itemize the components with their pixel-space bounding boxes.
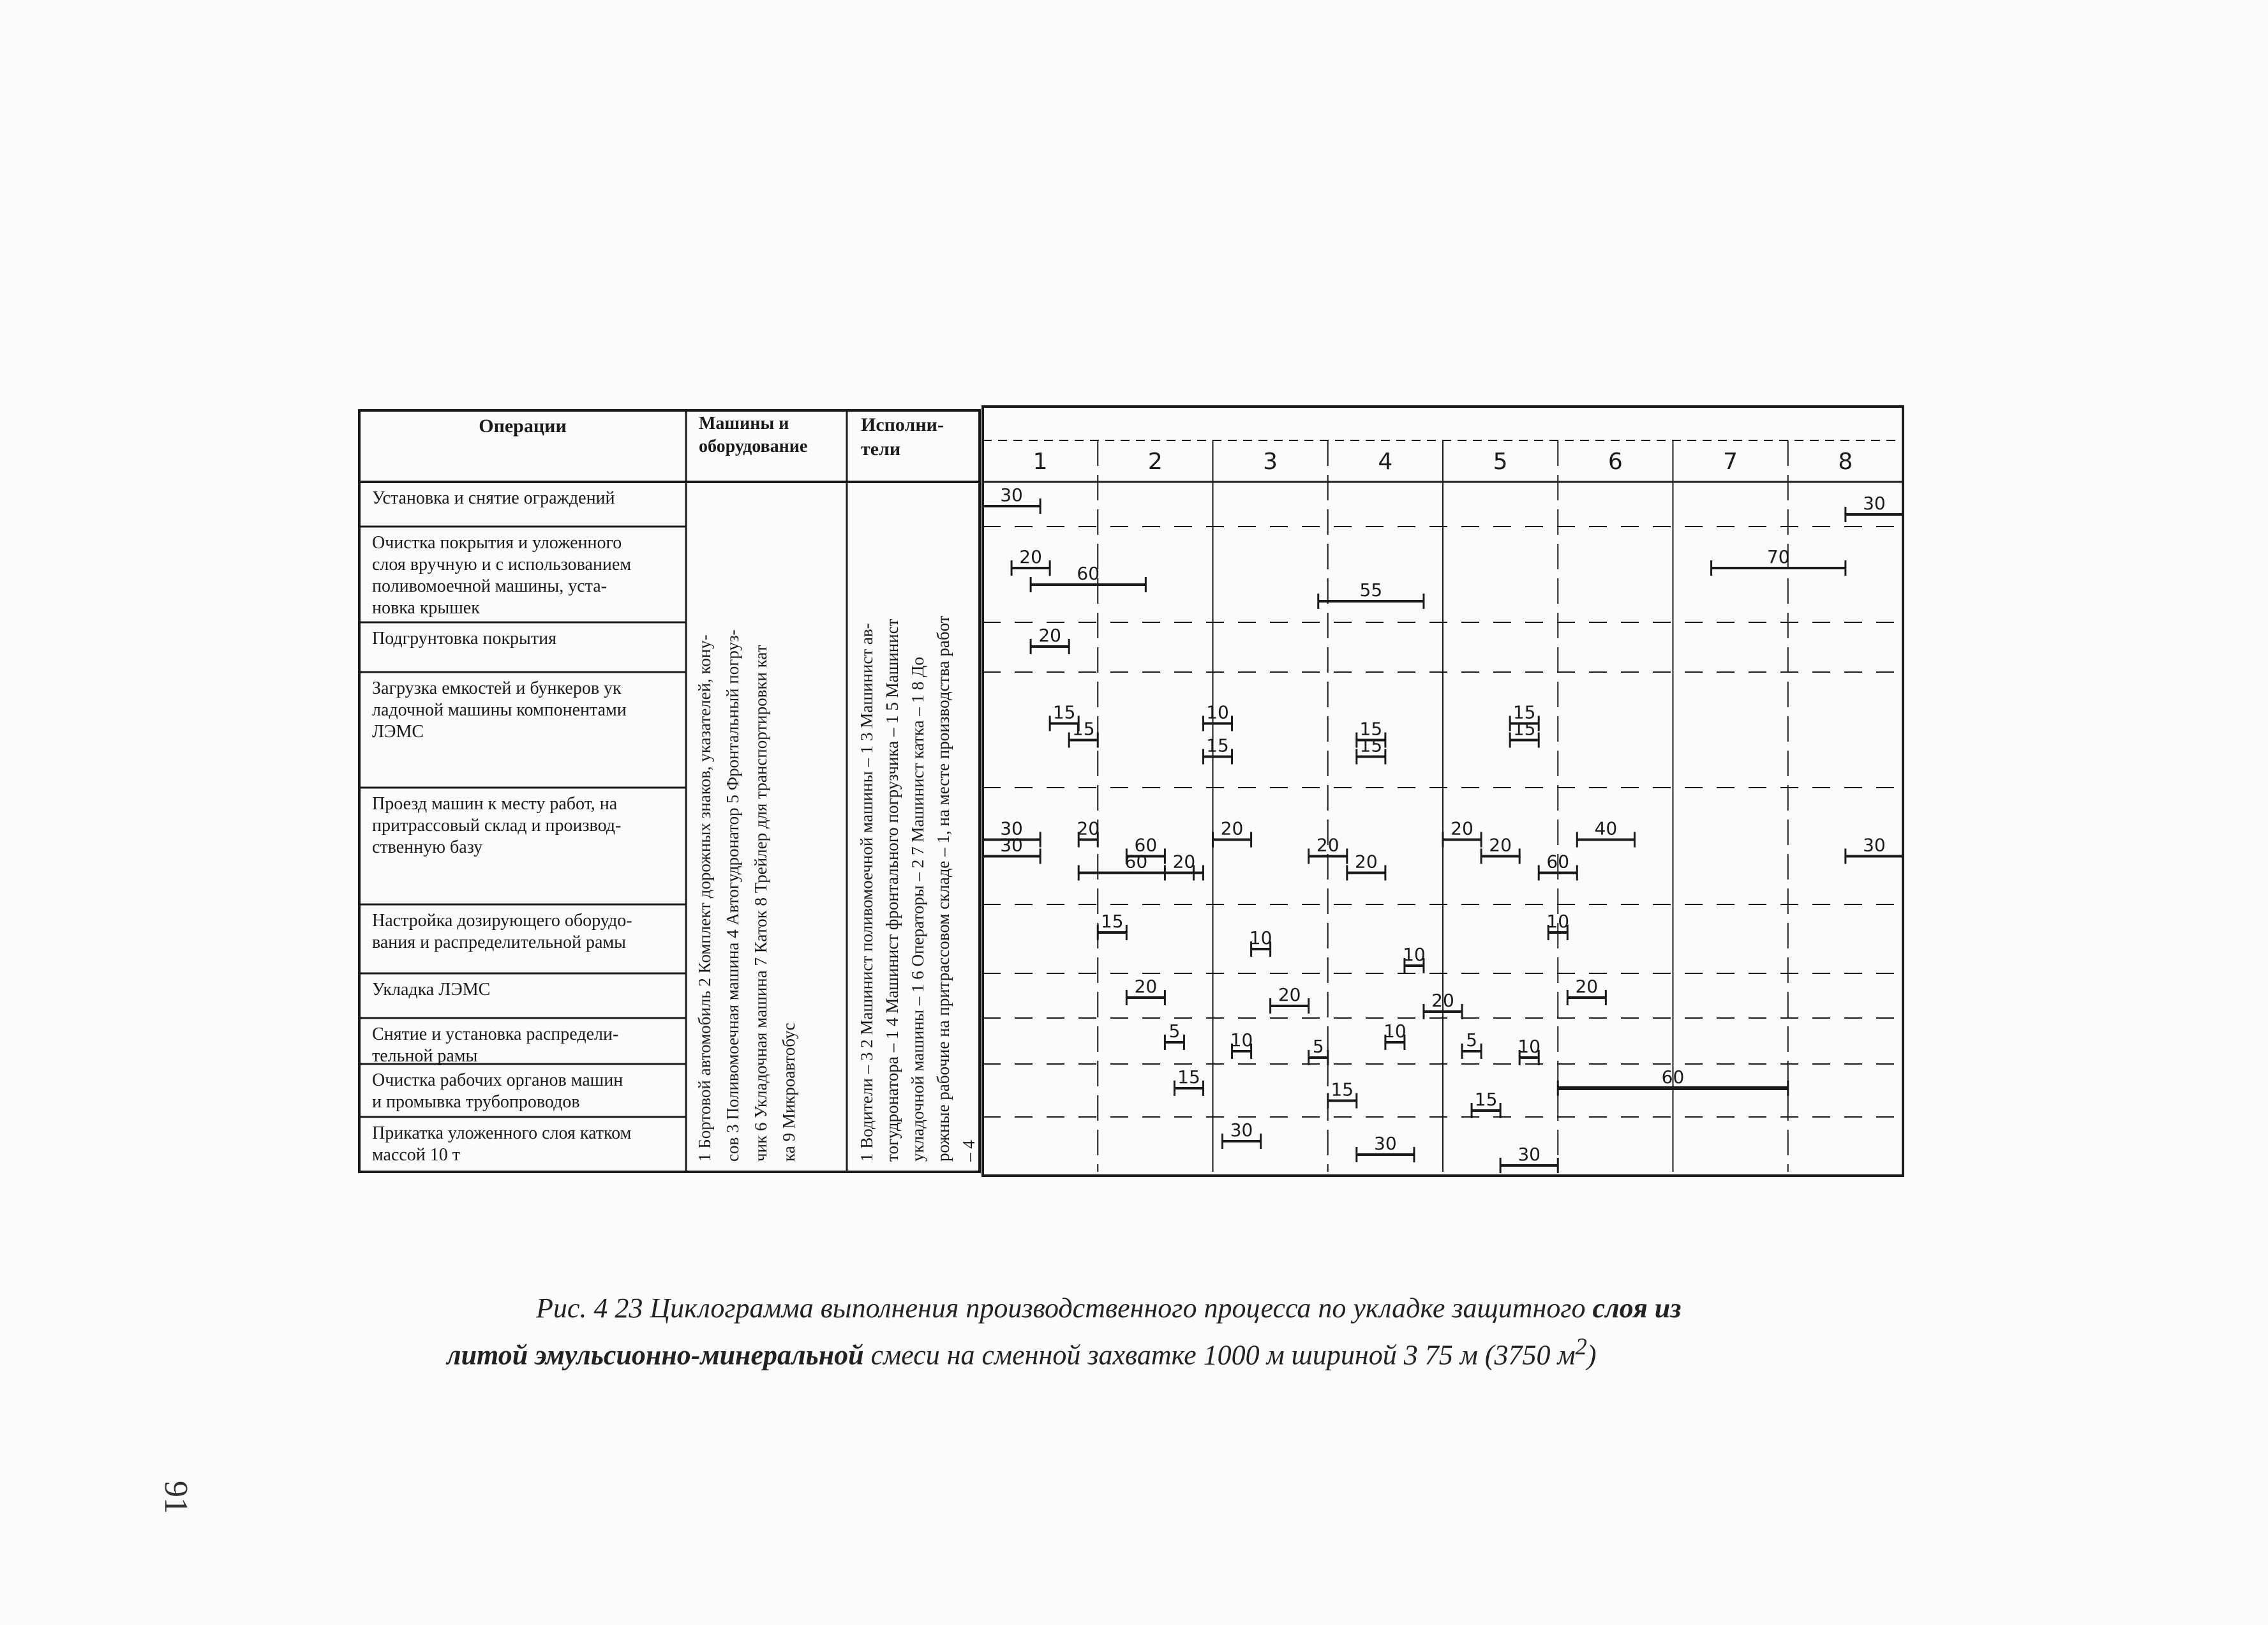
bar-label: 15 — [1512, 718, 1536, 740]
hour-label: 5 — [1493, 449, 1508, 475]
bar-label: 30 — [1230, 1120, 1253, 1141]
bar-label: 20 — [1077, 818, 1100, 839]
hour-label: 6 — [1608, 449, 1623, 475]
operation-label: слоя вручную и с использованием — [372, 555, 632, 574]
operation-label: ственную базу — [372, 837, 483, 857]
header-operations: Операции — [479, 416, 567, 437]
workers-list: – 4 — [959, 1140, 978, 1162]
caption-bold-2: литой эмульсионно-минеральной — [447, 1339, 864, 1371]
caption-superscript: 2 — [1575, 1333, 1587, 1359]
machines-list: ка 9 Микроавтобус — [779, 1022, 798, 1162]
hour-label: 2 — [1147, 449, 1163, 475]
operation-label: Снятие и установка распредели- — [372, 1024, 619, 1044]
vertical-text — [695, 615, 978, 1162]
bar-label: 15 — [1052, 701, 1076, 723]
bar-label: 5 — [1466, 1030, 1477, 1051]
bar-label: 30 — [1000, 834, 1023, 856]
bar-label: 20 — [1172, 851, 1196, 872]
machines-list: 1 Бортовой автомобиль 2 Комплект дорожных знаков, указателей, кону- — [695, 634, 714, 1162]
operation-label: Подгрунтовка покрытия — [372, 629, 556, 648]
bar-label: 15 — [1474, 1089, 1498, 1110]
caption-line-2 — [447, 1328, 1883, 1375]
bar-label: 20 — [1489, 834, 1512, 856]
bar-label: 10 — [1230, 1030, 1253, 1051]
header-workers: тели — [861, 438, 901, 460]
bar-label: 60 — [1077, 563, 1100, 584]
operation-label: новка крышек — [372, 598, 480, 618]
bar-label: 15 — [1071, 718, 1095, 740]
operation-label: тельной рамы — [372, 1046, 478, 1066]
operation-label: Укладка ЛЭМС — [372, 980, 491, 1000]
caption-text-2: смеси на сменной захватке 1000 м шириной 3 75 м (3750 м — [863, 1339, 1576, 1371]
operation-label: Установка и снятие ограждений — [372, 488, 615, 508]
bar-label: 20 — [1451, 818, 1473, 839]
page-number: 91 — [158, 1481, 194, 1514]
bar-label: 20 — [1019, 546, 1042, 567]
bar-label: 15 — [1206, 735, 1229, 756]
machines-list: чик 6 Укладочная машина 7 Каток 8 Трейлер для транспортировки кат — [751, 645, 770, 1162]
caption-figure-number: Рис. 4 23 — [536, 1292, 643, 1324]
bar-label: 10 — [1546, 911, 1570, 932]
bar-label: 5 — [1168, 1021, 1181, 1042]
bar-label: 15 — [1177, 1067, 1200, 1088]
bar-label: 20 — [1278, 984, 1301, 1005]
bar-label: 15 — [1100, 911, 1124, 932]
bar-label: 15 — [1331, 1079, 1354, 1100]
bar-label: 10 — [1249, 927, 1272, 948]
hour-label: 1 — [1033, 449, 1048, 475]
operation-label: ладочной машины компонентами — [372, 700, 627, 720]
caption-text-1: Циклограмма выполнения производственного процесса по укладке защитного — [643, 1292, 1593, 1324]
bar-label: 70 — [1766, 546, 1790, 567]
bar-label: 60 — [1134, 834, 1158, 856]
operation-label: Проезд машин к месту работ, на — [372, 794, 618, 814]
bar-label: 15 — [1512, 701, 1536, 723]
caption-line-1 — [447, 1289, 1883, 1328]
bar-label: 10 — [1518, 1036, 1541, 1057]
bar-label: 20 — [1431, 990, 1454, 1011]
bar-label: 10 — [1206, 701, 1229, 723]
operation-label: Загрузка емкостей и бункеров ук — [372, 678, 622, 698]
operation-label: вания и распределительной рамы — [372, 932, 626, 952]
hour-label: 4 — [1378, 449, 1393, 475]
bar-label: 20 — [1575, 976, 1599, 997]
header-workers: Исполни- — [861, 414, 944, 435]
bar-label: 30 — [1863, 493, 1886, 514]
figure-caption — [447, 1289, 1883, 1375]
bar-label: 10 — [1403, 944, 1426, 965]
caption-text-end: ) — [1586, 1339, 1597, 1371]
header-machines: оборудование — [699, 437, 808, 456]
operation-label: Настройка дозирующего оборудо- — [372, 911, 632, 931]
machines-list: сов 3 Поливомоечная машина 4 Автогудронатор 5 Фронтальный погруз- — [723, 629, 742, 1162]
bar-label: 60 — [1124, 851, 1148, 872]
bar-label: 20 — [1038, 625, 1061, 646]
workers-list: тогудронатора – 1 4 Машинист фронтального погрузчика – 1 5 Машинист — [883, 618, 902, 1162]
bar-label: 15 — [1359, 718, 1383, 740]
hour-label: 7 — [1723, 449, 1738, 475]
operation-label: ЛЭМС — [372, 722, 424, 742]
operation-label: массой 10 т — [372, 1145, 461, 1165]
bar-label: 20 — [1355, 851, 1378, 872]
operation-label: Очистка рабочих органов машин — [372, 1070, 623, 1090]
bar-label: 15 — [1359, 735, 1383, 756]
bar-label: 30 — [1863, 834, 1886, 856]
bar-label: 20 — [1134, 976, 1158, 997]
operation-label: поливомоечной машины, уста- — [372, 576, 607, 596]
bar-label: 60 — [1546, 851, 1570, 872]
bar-label: 30 — [1000, 484, 1023, 505]
bar-label: 20 — [1220, 818, 1244, 839]
operation-label: Прикатка уложенного слоя катком — [372, 1123, 632, 1143]
bar-label: 60 — [1661, 1067, 1685, 1088]
hour-label: 3 — [1263, 449, 1278, 475]
bar-label: 20 — [1316, 834, 1339, 856]
table-frame — [359, 407, 1903, 1176]
workers-list: укладочной машины – 1 6 Операторы – 2 7 Машинист катка – 1 8 До — [908, 657, 927, 1162]
chart-grid — [1098, 440, 1788, 1172]
workers-list: 1 Водители – 3 2 Машинист поливомоечной машины – 1 3 Машинист ав- — [857, 623, 876, 1162]
bar-label: 30 — [1000, 818, 1023, 839]
header-text — [479, 414, 944, 460]
bar-label: 55 — [1359, 580, 1383, 601]
operation-label: и промывка трубопроводов — [372, 1092, 580, 1112]
hour-label: 8 — [1838, 449, 1853, 475]
bar-label: 40 — [1594, 818, 1618, 839]
operation-label: Очистка покрытия и уложенного — [372, 533, 622, 553]
bar-label: 30 — [1518, 1144, 1541, 1165]
operation-label: притрассовый склад и производ- — [372, 816, 622, 835]
bar-label: 10 — [1384, 1021, 1406, 1042]
bar-label: 5 — [1312, 1036, 1324, 1057]
bar-label: 30 — [1374, 1133, 1397, 1154]
workers-list: рожные рабочие на притрассовом складе – 1, на месте производства работ — [934, 615, 953, 1162]
caption-bold-1: слоя из — [1592, 1292, 1682, 1324]
header-machines: Машины и — [699, 414, 789, 433]
